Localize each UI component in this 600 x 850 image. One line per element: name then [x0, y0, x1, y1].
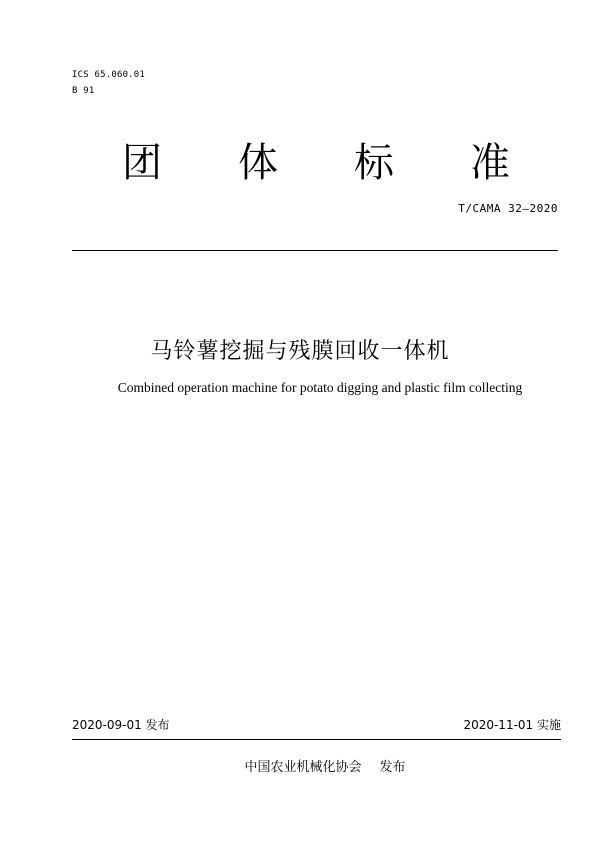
standard-title-english: Combined operation machine for potato digging and plastic film collecting: [117, 380, 523, 395]
standard-number: T/CAMA 32—2020: [458, 202, 558, 215]
document-type-char: 团: [122, 140, 162, 186]
implementation-date: 2020-11-01 实施: [463, 718, 561, 732]
document-type-char: 体: [238, 140, 278, 186]
top-divider: [72, 250, 558, 251]
ccs-code: B 91: [72, 86, 95, 96]
issuer-line: [0, 756, 600, 775]
issuer-name: 中国农业机械化协会: [244, 760, 362, 775]
standard-title-chinese: 马铃薯挖掘与残膜回收一体机: [150, 339, 450, 364]
document-type-title: [122, 138, 510, 188]
ics-code: ICS 65.060.01: [72, 70, 146, 80]
document-type-char: 准: [470, 140, 510, 186]
bottom-divider: [72, 739, 561, 740]
issuer-action: 发布: [379, 760, 406, 775]
document-type-char: 标: [354, 140, 394, 186]
publication-date: 2020-09-01 发布: [72, 718, 170, 732]
